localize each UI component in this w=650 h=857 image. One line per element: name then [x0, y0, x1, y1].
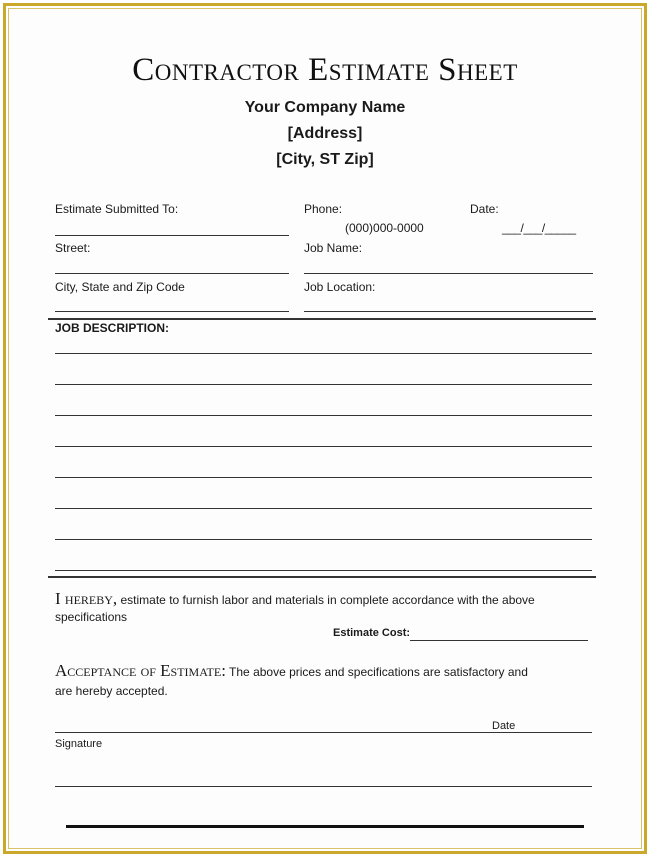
job-description-line[interactable] — [55, 353, 592, 354]
bottom-rule — [66, 825, 584, 828]
signature-line[interactable] — [55, 786, 592, 787]
hereby-paragraph — [55, 589, 600, 609]
section-divider — [48, 318, 596, 320]
section-divider — [48, 576, 596, 578]
signature-date-line[interactable] — [55, 732, 592, 733]
page-title: Contractor Estimate Sheet — [132, 52, 518, 88]
date-label: Date: — [470, 202, 499, 216]
city-state-zip-label: City, State and Zip Code — [55, 280, 185, 294]
job-description-label: JOB DESCRIPTION: — [55, 321, 170, 335]
estimate-submitted-to-line[interactable] — [55, 235, 289, 236]
estimate-submitted-to-label: Estimate Submitted To: — [55, 202, 179, 216]
street-line[interactable] — [55, 273, 289, 274]
hereby-text: estimate to furnish labor and materials in complete accordance with the above — [117, 593, 535, 607]
estimate-cost-line[interactable] — [410, 640, 588, 641]
signature-label: Signature — [55, 738, 103, 750]
street-label: Street: — [55, 241, 91, 255]
acceptance-paragraph — [55, 661, 600, 681]
city-state-zip-line[interactable] — [55, 311, 289, 312]
job-name-line[interactable] — [304, 273, 593, 274]
job-description-line[interactable] — [55, 539, 592, 540]
job-description-line[interactable] — [55, 384, 592, 385]
company-name: Your Company Name — [244, 99, 406, 116]
acceptance-heading: Acceptance of Estimate: — [55, 661, 226, 680]
job-name-label: Job Name: — [304, 241, 363, 255]
hereby-text-continued: specifications — [55, 610, 128, 624]
acceptance-text: The above prices and specifications are satisfactory and — [225, 665, 528, 679]
job-location-line[interactable] — [304, 311, 593, 312]
estimate-cost-label: Estimate Cost: — [333, 627, 411, 639]
phone-value[interactable]: (000)000-0000 — [345, 221, 424, 235]
job-description-line[interactable] — [55, 415, 592, 416]
job-description-line[interactable] — [55, 477, 592, 478]
phone-label: Phone: — [304, 202, 343, 216]
job-description-line[interactable] — [55, 570, 592, 571]
acceptance-text-continued: are hereby accepted. — [55, 684, 168, 698]
job-description-line[interactable] — [55, 446, 592, 447]
job-description-line[interactable] — [55, 508, 592, 509]
date-value[interactable]: ___/___/_____ — [502, 221, 576, 235]
company-address: [Address] — [287, 125, 363, 142]
hereby-heading: I hereby, — [55, 589, 118, 608]
job-location-label: Job Location: — [304, 280, 376, 294]
company-city-state-zip: [City, ST Zip] — [276, 151, 374, 168]
acceptance-date-label: Date — [492, 720, 516, 732]
